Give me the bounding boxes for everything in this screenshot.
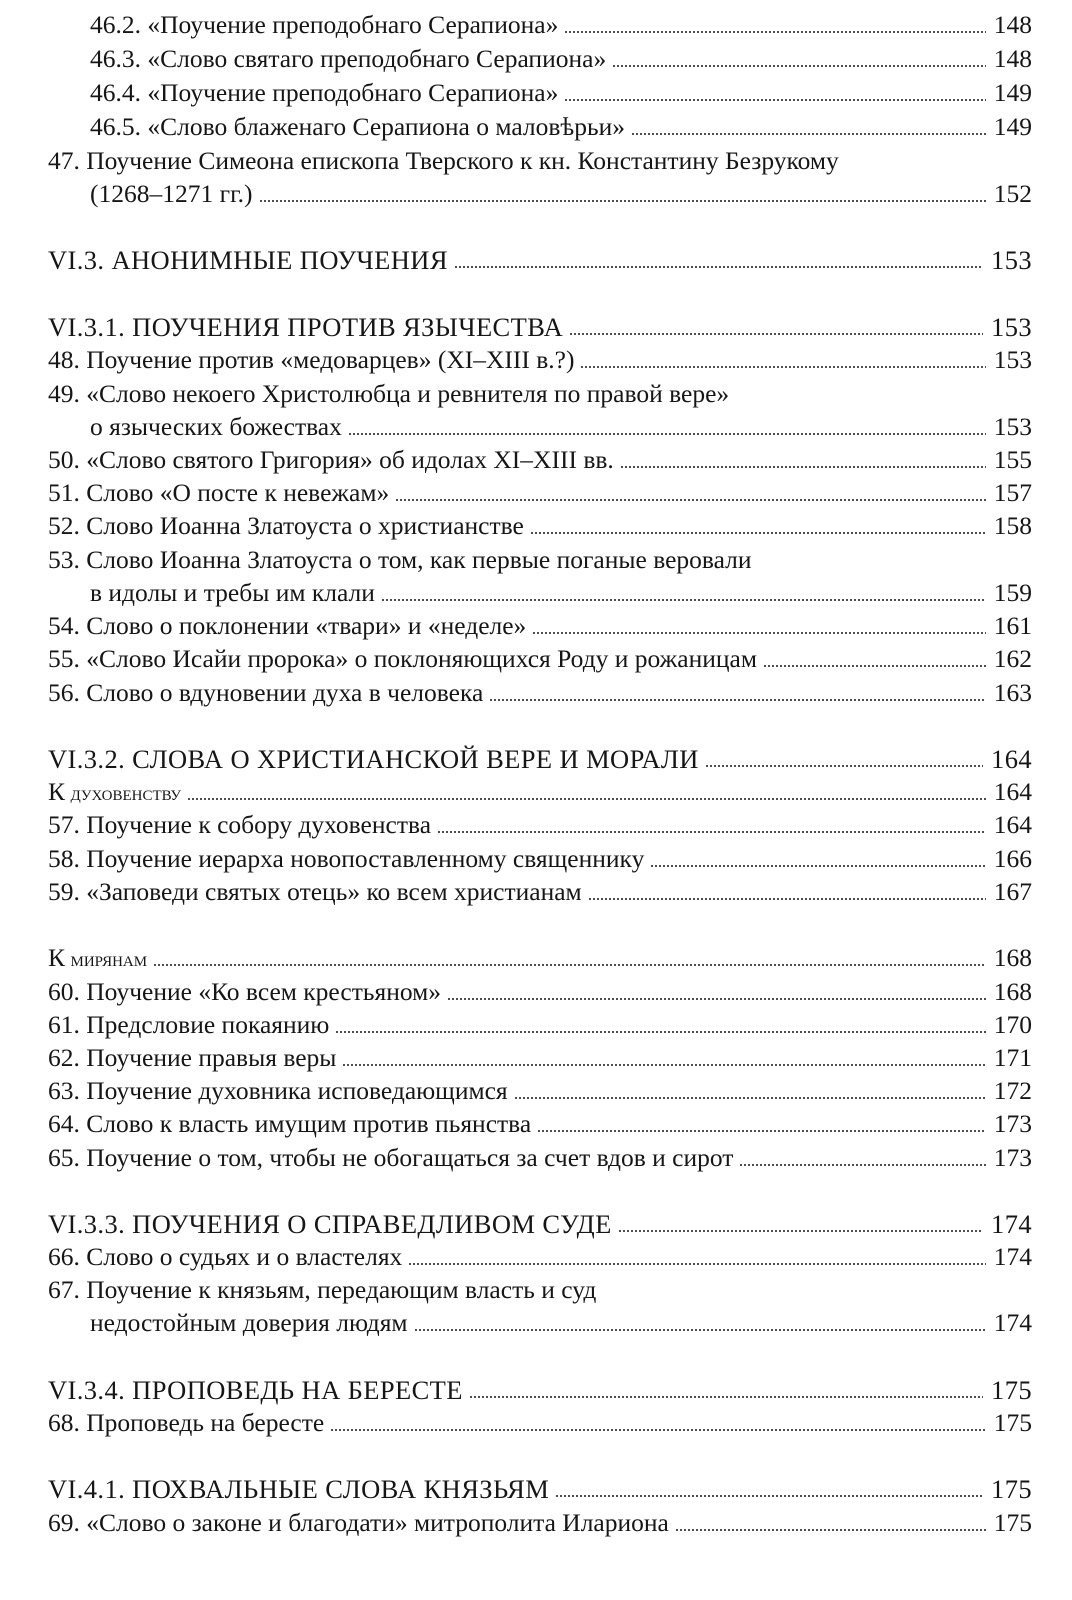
toc-page-number: 164 [991, 744, 1032, 774]
toc-entry [0, 975, 1032, 1009]
toc-page-number: 172 [992, 1074, 1032, 1108]
toc-entry [0, 343, 1032, 377]
toc-page-number: 170 [992, 1008, 1032, 1042]
toc-entry-label: 58. Поучение иерарха новопоставленному священнику [48, 844, 645, 873]
toc-page-number: 174 [992, 1306, 1032, 1340]
toc-entry-label: недостойным доверия людям [90, 1308, 408, 1337]
toc-section-heading [0, 1472, 1032, 1506]
toc-page-number: 149 [992, 110, 1032, 144]
dotted-leader [555, 1495, 983, 1497]
dotted-leader [537, 1130, 986, 1132]
toc-page-number: 149 [992, 76, 1032, 110]
toc-page-number: 174 [992, 1240, 1032, 1274]
dotted-leader [530, 532, 986, 534]
toc-entry-label: 53. Слово Иоанна Златоуста о том, как первые поганые веровали [48, 545, 752, 574]
toc-page-number: 159 [992, 576, 1032, 610]
dotted-leader [348, 433, 986, 435]
toc-page-number: 161 [992, 609, 1032, 643]
toc-entry [0, 443, 1032, 477]
dotted-leader [342, 1064, 986, 1066]
toc-page-number: 157 [992, 476, 1032, 510]
toc-entry [0, 576, 1032, 610]
toc-entry-label: К мирянам [48, 943, 148, 972]
dotted-leader [454, 266, 983, 268]
toc-entry-label: 63. Поучение духовника исповедающимся [48, 1076, 508, 1105]
toc-entry-label: 66. Слово о судьях и о властелях [48, 1242, 403, 1271]
toc-entry-label: 56. Слово о вдуновении духа в человека [48, 678, 484, 707]
dotted-leader [335, 1031, 986, 1033]
toc-entry-label: 48. Поучение против «медоварцев» (XI–XIII в.?) [48, 345, 575, 374]
toc-entry [0, 1008, 1032, 1042]
toc-entry [0, 177, 1032, 211]
toc-entry-label: 46.5. «Слово блаженаго Серапиона о маловѣрьи» [90, 112, 626, 141]
toc-entry-label: 64. Слово к власть имущим против пьянства [48, 1109, 532, 1138]
toc-entry-label: 57. Поучение к собору духовенства [48, 810, 432, 839]
toc-entry-label: 59. «Заповеди святых отець» ко всем христианам [48, 877, 582, 906]
toc-entry-label: 46.3. «Слово святаго преподобнаго Серапиона» [90, 44, 607, 73]
toc-section-heading [0, 1373, 1032, 1407]
dotted-leader [564, 99, 986, 101]
toc-entry-label: 68. Проповедь на бересте [48, 1408, 325, 1437]
dotted-leader [631, 133, 986, 135]
toc-page-number: 158 [992, 509, 1032, 543]
toc-page-number: 155 [992, 443, 1032, 477]
toc-entry-label: 62. Поучение правыя веры [48, 1043, 337, 1072]
toc-page-number: 148 [992, 8, 1032, 42]
toc-entry [0, 476, 1032, 510]
toc-page-number: 168 [992, 941, 1032, 975]
toc-page-number: 167 [992, 875, 1032, 909]
toc-page-number: 175 [992, 1406, 1032, 1440]
toc-entry-label: 65. Поучение о том, чтобы не обогащаться за счет вдов и сирот [48, 1143, 734, 1172]
toc-page-number: 153 [991, 312, 1032, 342]
dotted-leader [532, 632, 986, 634]
toc-section-heading [0, 243, 1032, 277]
dotted-leader [408, 1263, 986, 1265]
toc-entry-label: VI.3.3. ПОУЧЕНИЯ О СПРАВЕДЛИВОМ СУДЕ [48, 1209, 612, 1239]
dotted-leader [763, 665, 986, 667]
toc-entry [0, 676, 1032, 710]
toc-page-number: 163 [992, 676, 1032, 710]
toc-entry [0, 1074, 1032, 1108]
dotted-leader [514, 1097, 986, 1099]
toc-entry-label: VI.3.1. ПОУЧЕНИЯ ПРОТИВ ЯЗЫЧЕСТВА [48, 312, 564, 342]
dotted-leader [187, 798, 986, 800]
toc-entry [0, 642, 1032, 676]
toc-page-number: 164 [992, 808, 1032, 842]
toc-page-number: 168 [992, 975, 1032, 1009]
toc-entry [0, 543, 1032, 577]
toc-entry [0, 875, 1032, 909]
dotted-leader [588, 898, 986, 900]
toc-page-number: 173 [992, 1141, 1032, 1175]
dotted-leader [618, 1230, 983, 1232]
toc-page-number: 175 [992, 1506, 1032, 1540]
dotted-leader [381, 599, 986, 601]
toc-page-number: 153 [992, 410, 1032, 444]
dotted-leader [739, 1164, 986, 1166]
dotted-leader [612, 65, 986, 67]
toc-page-number: 173 [992, 1107, 1032, 1141]
toc-page-number: 153 [991, 245, 1032, 275]
toc-page-number: 148 [992, 42, 1032, 76]
toc-entry-label: 50. «Слово святого Григория» об идолах XI–XIII вв. [48, 445, 614, 474]
toc-entry [0, 1506, 1032, 1540]
toc-entry-label: VI.3.4. ПРОПОВЕДЬ НА БЕРЕСТЕ [48, 1375, 463, 1405]
toc-section-heading [0, 310, 1032, 344]
dotted-leader [395, 499, 986, 501]
toc-entry [0, 1273, 1032, 1307]
toc-page-number: 164 [992, 775, 1032, 809]
toc-entry [0, 1041, 1032, 1075]
toc-section-heading [0, 742, 1032, 776]
toc-page-number: 153 [992, 343, 1032, 377]
toc-entry-label: VI.3. АНОНИМНЫЕ ПОУЧЕНИЯ [48, 245, 448, 275]
toc-entry-label: 52. Слово Иоанна Златоуста о христианстве [48, 511, 524, 540]
toc-page-number: 175 [991, 1375, 1032, 1405]
toc-entry [0, 377, 1032, 411]
toc-entry [0, 144, 1032, 178]
toc-entry-label: 51. Слово «О посте к невежам» [48, 478, 390, 507]
toc-entry-label: VI.3.2. СЛОВА О ХРИСТИАНСКОЙ ВЕРЕ И МОРАЛИ [48, 744, 699, 774]
toc-entry [0, 1141, 1032, 1175]
toc-entry-label: 69. «Слово о законе и благодати» митрополита Илариона [48, 1508, 669, 1537]
dotted-leader [447, 998, 986, 1000]
toc-entry-label: 60. Поучение «Ко всем крестьяном» [48, 977, 441, 1006]
dotted-leader [437, 831, 986, 833]
dotted-leader [620, 466, 986, 468]
toc-entry-label: (1268–1271 гг.) [90, 179, 253, 208]
dotted-leader [489, 699, 986, 701]
dotted-leader [580, 366, 986, 368]
dotted-leader [259, 200, 986, 202]
toc-entry [0, 110, 1032, 144]
toc-entry-label: 55. «Слово Исайи пророка» о поклоняющихся Роду и рожаницам [48, 644, 758, 673]
dotted-leader [330, 1429, 986, 1431]
toc-entry-label: 46.2. «Поучение преподобнаго Серапиона» [90, 10, 559, 39]
toc-entry [0, 1406, 1032, 1440]
toc-entry [0, 8, 1032, 42]
toc-entry-label: 47. Поучение Симеона епископа Тверского к кн. Константину Безрукому [48, 146, 839, 175]
toc-page-number: 162 [992, 642, 1032, 676]
toc-entry [0, 842, 1032, 876]
toc-entry-label: о языческих божествах [90, 412, 342, 441]
toc-page-number: 171 [992, 1041, 1032, 1075]
toc-entry-label: 54. Слово о поклонении «твари» и «неделе» [48, 611, 527, 640]
toc-entry-label: 61. Предсловие покаянию [48, 1010, 330, 1039]
toc-entry [0, 509, 1032, 543]
toc-entry-label: 49. «Слово некоего Христолюбца и ревнителя по правой вере» [48, 379, 730, 408]
dotted-leader [469, 1396, 983, 1398]
toc-entry [0, 941, 1032, 975]
toc-entry-label: 67. Поучение к князьям, передающим власть и суд [48, 1275, 597, 1304]
toc-entry-label: 46.4. «Поучение преподобнаго Серапиона» [90, 78, 559, 107]
toc-entry [0, 410, 1032, 444]
toc-entry [0, 1306, 1032, 1340]
toc-entry [0, 808, 1032, 842]
dotted-leader [153, 964, 986, 966]
toc-page-number: 175 [991, 1474, 1032, 1504]
toc-entry-label: VI.4.1. ПОХВАЛЬНЫЕ СЛОВА КНЯЗЬЯМ [48, 1474, 550, 1504]
toc-entry [0, 775, 1032, 809]
toc-section-heading [0, 1207, 1032, 1241]
dotted-leader [414, 1329, 986, 1331]
dotted-leader [650, 865, 986, 867]
dotted-leader [564, 31, 986, 33]
toc-entry-label: в идолы и требы им клали [90, 578, 375, 607]
dotted-leader [675, 1529, 986, 1531]
toc-entry [0, 1240, 1032, 1274]
dotted-leader [705, 765, 983, 767]
toc-entry [0, 609, 1032, 643]
dotted-leader [569, 333, 983, 335]
toc-page-number: 174 [991, 1209, 1032, 1239]
toc-entry [0, 42, 1032, 76]
toc-entry-label: К духовенству [48, 777, 182, 806]
toc-entry [0, 76, 1032, 110]
toc-page-number: 152 [992, 177, 1032, 211]
toc-entry [0, 1107, 1032, 1141]
toc-page-number: 166 [992, 842, 1032, 876]
